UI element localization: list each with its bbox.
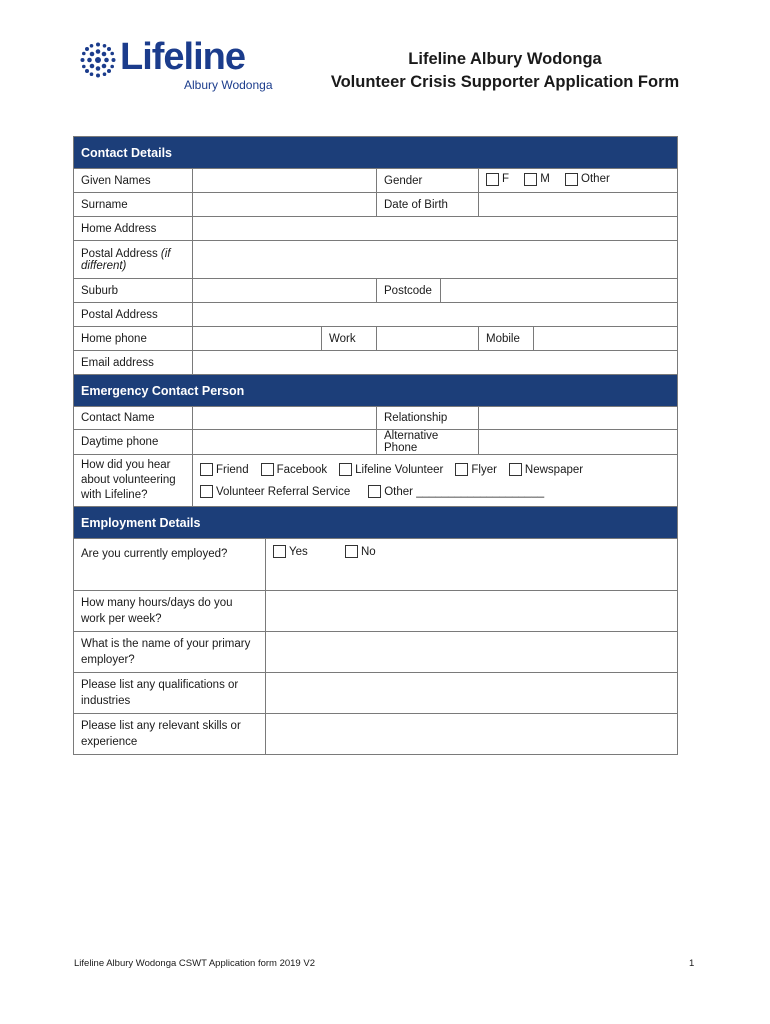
source-friend[interactable]: Friend bbox=[200, 463, 249, 476]
alt-phone-label: Alternative Phone bbox=[377, 430, 479, 455]
currently-employed-label: Are you currently employed? bbox=[74, 539, 266, 591]
gender-options bbox=[479, 169, 678, 193]
checkbox[interactable] bbox=[261, 463, 274, 476]
home-address-field[interactable] bbox=[193, 217, 678, 241]
suburb-field[interactable] bbox=[193, 279, 377, 303]
checkbox[interactable] bbox=[339, 463, 352, 476]
checkbox[interactable] bbox=[486, 173, 499, 186]
postal-if-different-field[interactable] bbox=[193, 241, 678, 279]
page-number: 1 bbox=[689, 958, 695, 969]
home-address-label: Home Address bbox=[74, 217, 193, 241]
hours-field[interactable] bbox=[266, 591, 678, 632]
currently-employed-options bbox=[266, 539, 678, 591]
source-flyer[interactable]: Flyer bbox=[455, 463, 497, 476]
work-phone-label: Work bbox=[322, 327, 377, 351]
checkbox[interactable] bbox=[200, 485, 213, 498]
postal-address-field[interactable] bbox=[193, 303, 678, 327]
dob-field[interactable] bbox=[479, 193, 678, 217]
qualifications-label: Please list any qualifications or industries bbox=[74, 673, 266, 714]
daytime-phone-field[interactable] bbox=[193, 430, 377, 455]
employed-yes[interactable]: Yes bbox=[273, 545, 308, 558]
contact-name-label: Contact Name bbox=[74, 407, 193, 430]
logo-subtitle: Albury Wodonga bbox=[184, 78, 273, 92]
postcode-label: Postcode bbox=[377, 279, 441, 303]
given-names-label: Given Names bbox=[74, 169, 193, 193]
how-heard-row-2 bbox=[200, 481, 670, 503]
mobile-label: Mobile bbox=[479, 327, 534, 351]
source-lifeline-volunteer[interactable]: Lifeline Volunteer bbox=[339, 463, 443, 476]
qualifications-field[interactable] bbox=[266, 673, 678, 714]
application-form-table bbox=[73, 136, 678, 755]
relationship-field[interactable] bbox=[479, 407, 678, 430]
checkbox[interactable] bbox=[524, 173, 537, 186]
given-names-field[interactable] bbox=[193, 169, 377, 193]
checkbox[interactable] bbox=[565, 173, 578, 186]
suburb-label: Suburb bbox=[74, 279, 193, 303]
how-heard-row-1 bbox=[200, 459, 670, 481]
checkbox[interactable] bbox=[345, 545, 358, 558]
gender-option-other[interactable]: Other bbox=[565, 173, 610, 186]
checkbox[interactable] bbox=[509, 463, 522, 476]
home-phone-field[interactable] bbox=[193, 327, 322, 351]
home-phone-label: Home phone bbox=[74, 327, 193, 351]
logo-wordmark: Lifeline bbox=[120, 36, 246, 78]
checkbox[interactable] bbox=[273, 545, 286, 558]
skills-label: Please list any relevant skills or experience bbox=[74, 714, 266, 755]
contact-details-heading: Contact Details bbox=[74, 137, 678, 169]
source-newspaper[interactable]: Newspaper bbox=[509, 463, 583, 476]
work-phone-field[interactable] bbox=[377, 327, 479, 351]
surname-field[interactable] bbox=[193, 193, 377, 217]
dob-label: Date of Birth bbox=[377, 193, 479, 217]
how-heard-label: How did you hear about volunteering with Lifeline? bbox=[74, 455, 193, 507]
email-field[interactable] bbox=[193, 351, 678, 375]
checkbox[interactable] bbox=[455, 463, 468, 476]
title-org: Lifeline Albury Wodonga bbox=[408, 50, 602, 68]
employer-field[interactable] bbox=[266, 632, 678, 673]
source-other[interactable]: Other ____________________ bbox=[368, 485, 544, 498]
checkbox[interactable] bbox=[368, 485, 381, 498]
skills-field[interactable] bbox=[266, 714, 678, 755]
gender-option-f[interactable]: F bbox=[486, 173, 509, 186]
surname-label: Surname bbox=[74, 193, 193, 217]
gender-label: Gender bbox=[377, 169, 479, 193]
daytime-phone-label: Daytime phone bbox=[74, 430, 193, 455]
gender-option-m[interactable]: M bbox=[524, 173, 550, 186]
checkbox[interactable] bbox=[200, 463, 213, 476]
source-facebook[interactable]: Facebook bbox=[261, 463, 328, 476]
title-form: Volunteer Crisis Supporter Application Form bbox=[330, 73, 680, 91]
lifeline-logo bbox=[80, 36, 290, 96]
employed-no[interactable]: No bbox=[345, 545, 376, 558]
footer-doc-id: Lifeline Albury Wodonga CSWT Application form 2019 V2 bbox=[74, 958, 315, 969]
emergency-contact-heading: Emergency Contact Person bbox=[74, 375, 678, 407]
employment-details-heading: Employment Details bbox=[74, 507, 678, 539]
mobile-field[interactable] bbox=[534, 327, 678, 351]
postcode-field[interactable] bbox=[441, 279, 678, 303]
email-label: Email address bbox=[74, 351, 193, 375]
alt-phone-field[interactable] bbox=[479, 430, 678, 455]
lifeline-circle-icon bbox=[80, 42, 116, 78]
relationship-label: Relationship bbox=[377, 407, 479, 430]
page-title bbox=[300, 48, 710, 94]
postal-if-different-label: Postal Address (if different) bbox=[74, 241, 193, 279]
postal-address-label: Postal Address bbox=[74, 303, 193, 327]
contact-name-field[interactable] bbox=[193, 407, 377, 430]
source-volunteer-referral[interactable]: Volunteer Referral Service bbox=[200, 485, 350, 498]
how-heard-options bbox=[193, 455, 678, 507]
employer-label: What is the name of your primary employer? bbox=[74, 632, 266, 673]
hours-label: How many hours/days do you work per week? bbox=[74, 591, 266, 632]
